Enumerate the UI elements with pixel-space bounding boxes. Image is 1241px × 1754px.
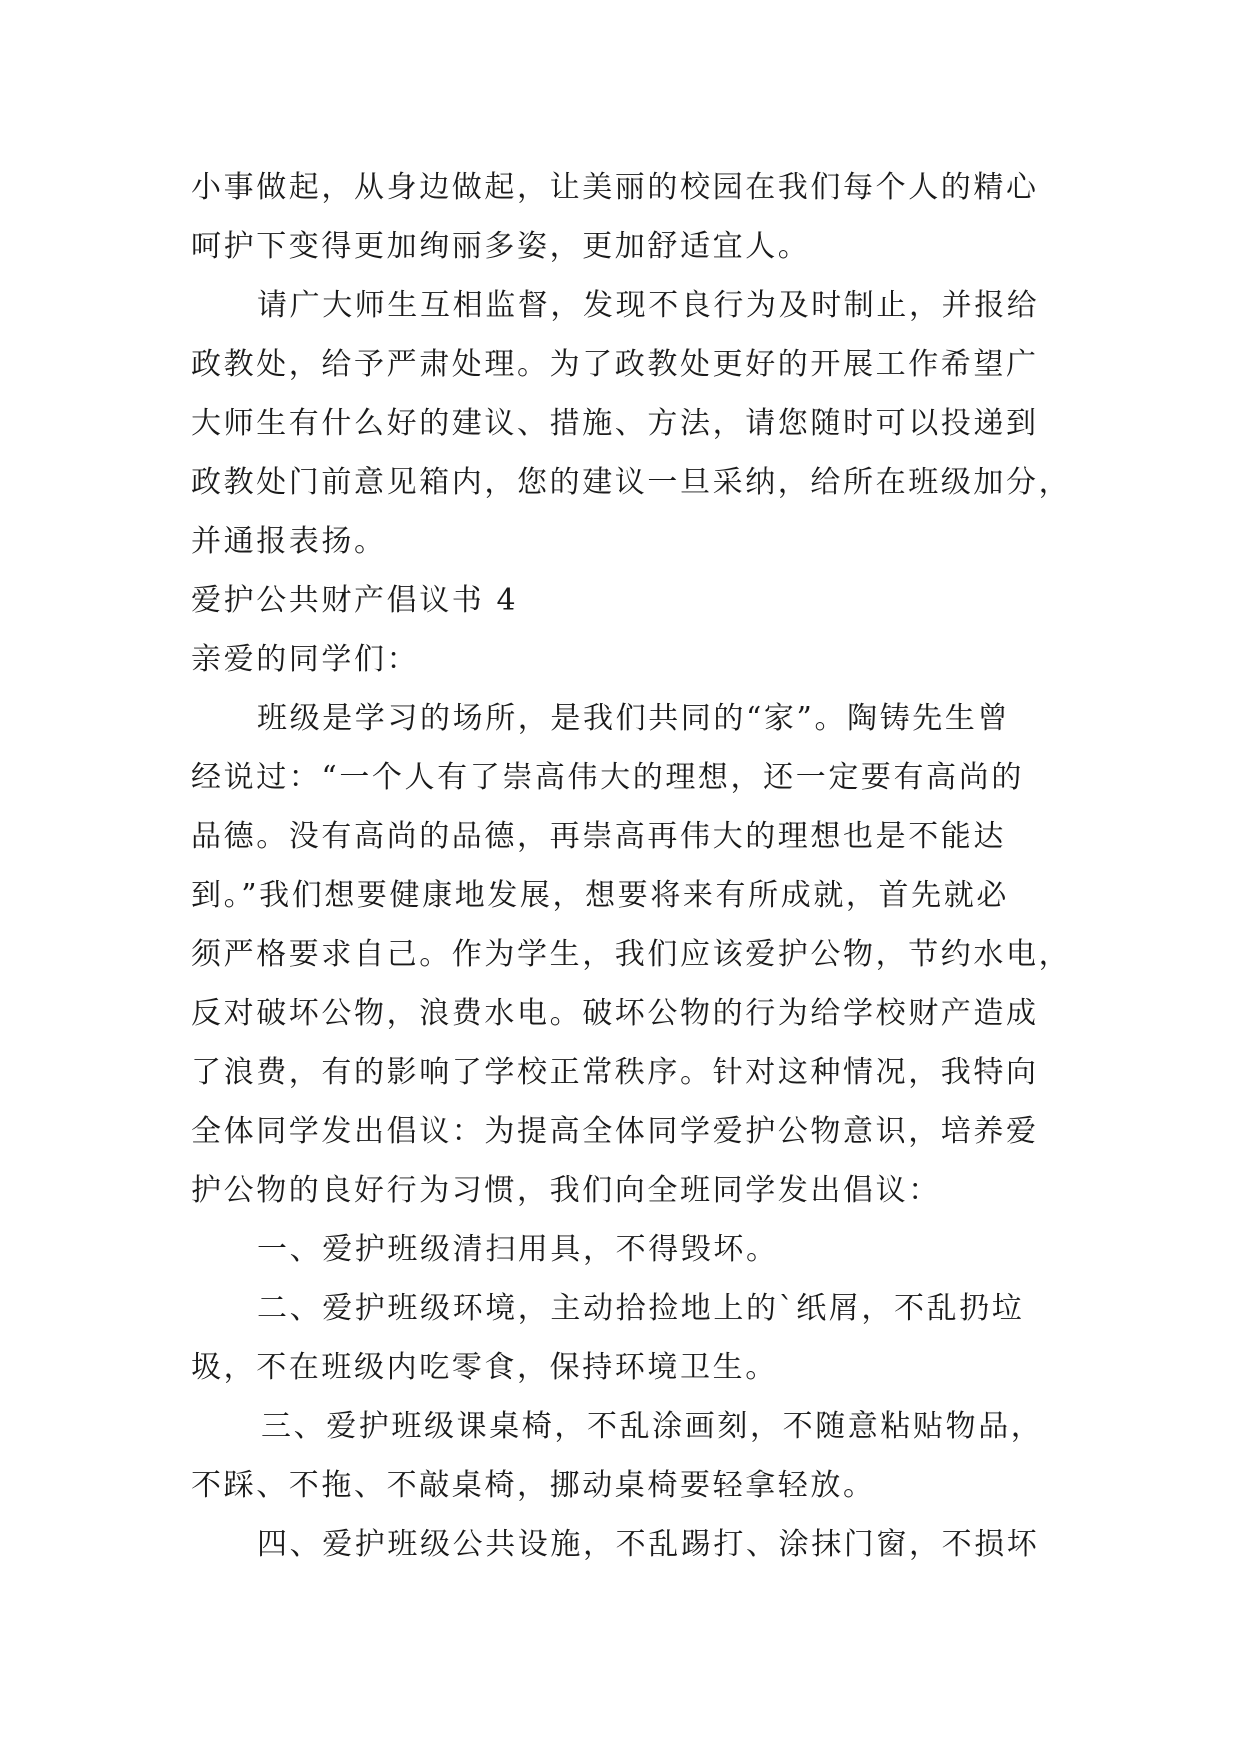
section-heading: 爱护公共财产倡议书 4 <box>191 583 519 618</box>
text-line: 呵护下变得更加绚丽多姿，更加舒适宜人。 <box>191 229 811 264</box>
text-line: 小事做起，从身边做起，让美丽的校园在我们每个人的精心 <box>191 170 1039 205</box>
text-line: 政教处门前意见箱内，您的建议一旦采纳，给所在班级加分， <box>191 465 1072 500</box>
list-item-2: 二、爱护班级环境，主动拾捡地上的`纸屑，不乱扔垃 <box>257 1291 1025 1326</box>
list-item-4: 四、爱护班级公共设施，不乱踢打、涂抹门窗，不损坏 <box>257 1527 1040 1562</box>
text-line: 圾，不在班级内吃零食，保持环境卫生。 <box>191 1350 778 1385</box>
text-line: 护公物的良好行为习惯，我们向全班同学发出倡议： <box>191 1173 941 1208</box>
text-line: 政教处，给予严肃处理。为了政教处更好的开展工作希望广 <box>191 347 1039 382</box>
paragraph-line: 请广大师生互相监督，发现不良行为及时制止，并报给 <box>257 288 1040 323</box>
document-body <box>191 158 1072 1574</box>
text-line: 不踩、不拖、不敲桌椅，挪动桌椅要轻拿轻放。 <box>191 1468 876 1503</box>
text-line: 反对破坏公物，浪费水电。破坏公物的行为给学校财产造成 <box>191 996 1039 1031</box>
text-line: 到。”我们想要健康地发展，想要将来有所成就，首先就必 <box>191 878 1009 913</box>
salutation: 亲爱的同学们： <box>191 642 420 677</box>
text-line: 全体同学发出倡议：为提高全体同学爱护公物意识，培养爱 <box>191 1114 1039 1149</box>
text-line: 大师生有什么好的建议、措施、方法，请您随时可以投递到 <box>191 406 1039 441</box>
list-item-1: 一、爱护班级清扫用具，不得毁坏。 <box>257 1232 779 1267</box>
list-item-3: 三、爱护班级课桌椅，不乱涂画刻，不随意粘贴物品， <box>261 1409 1044 1444</box>
text-line: 须严格要求自己。作为学生，我们应该爱护公物，节约水电， <box>191 937 1072 972</box>
text-line: 品德。没有高尚的品德，再崇高再伟大的理想也是不能达 <box>191 819 1006 854</box>
text-line: 经说过：“一个人有了崇高伟大的理想，还一定要有高尚的 <box>191 760 1024 795</box>
paragraph-line: 班级是学习的场所，是我们共同的“家”。陶铸先生曾 <box>257 701 1011 736</box>
text-line: 了浪费，有的影响了学校正常秩序。针对这种情况，我特向 <box>191 1055 1039 1090</box>
text-line: 并通报表扬。 <box>191 524 387 559</box>
